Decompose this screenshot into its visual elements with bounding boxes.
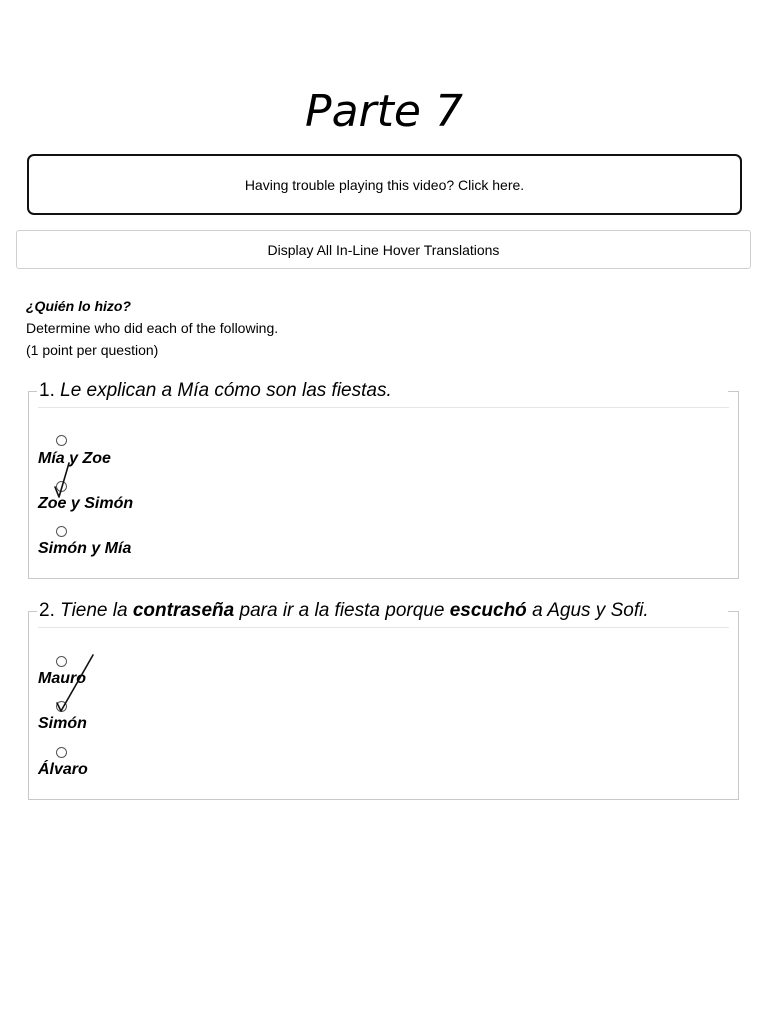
question-number: 1. xyxy=(39,380,55,401)
option-label: Simón y Mía xyxy=(38,540,132,557)
fieldset-border xyxy=(29,611,37,612)
radio-button[interactable] xyxy=(56,481,67,492)
video-help-link[interactable]: Having trouble playing this video? Click here. xyxy=(27,154,742,215)
question-prompt xyxy=(38,379,393,403)
display-translations-button[interactable]: Display All In-Line Hover Translations xyxy=(16,230,751,269)
option-label: Zoe y Simón xyxy=(38,495,134,512)
prompt-text: para ir a la fiesta porque xyxy=(239,600,445,621)
radio-button[interactable] xyxy=(56,435,67,446)
question-number: 2. xyxy=(39,600,55,621)
option-label: Mauro xyxy=(38,670,86,687)
radio-button[interactable] xyxy=(56,526,67,537)
radio-button[interactable] xyxy=(56,701,67,712)
radio-button[interactable] xyxy=(56,656,67,667)
fieldset-border xyxy=(29,391,37,392)
fieldset-border xyxy=(728,611,738,612)
question-prompt xyxy=(38,599,650,623)
instructions xyxy=(26,295,278,361)
prompt-keyword: escuchó xyxy=(449,600,527,621)
prompt-divider xyxy=(38,627,729,628)
radio-button[interactable] xyxy=(56,747,67,758)
option-label: Simón xyxy=(38,715,87,732)
prompt-divider xyxy=(38,407,729,408)
page-title: Parte 7 xyxy=(305,86,463,137)
prompt-text: a Agus y Sofi. xyxy=(532,600,649,621)
option-label: Mía y Zoe xyxy=(38,450,111,467)
prompt-keyword: contraseña xyxy=(132,600,235,621)
instructions-line: Determine who did each of the following. xyxy=(26,320,279,336)
instructions-heading: ¿Quién lo hizo? xyxy=(26,298,131,314)
option-label: Álvaro xyxy=(38,761,88,778)
instructions-points: (1 point per question) xyxy=(26,342,159,358)
prompt-text: Tiene la xyxy=(60,600,128,621)
prompt-text: Le explican a Mía cómo son las fiestas. xyxy=(60,380,392,401)
question-2 xyxy=(28,600,739,800)
fieldset-border xyxy=(728,391,738,392)
question-1 xyxy=(28,380,739,579)
